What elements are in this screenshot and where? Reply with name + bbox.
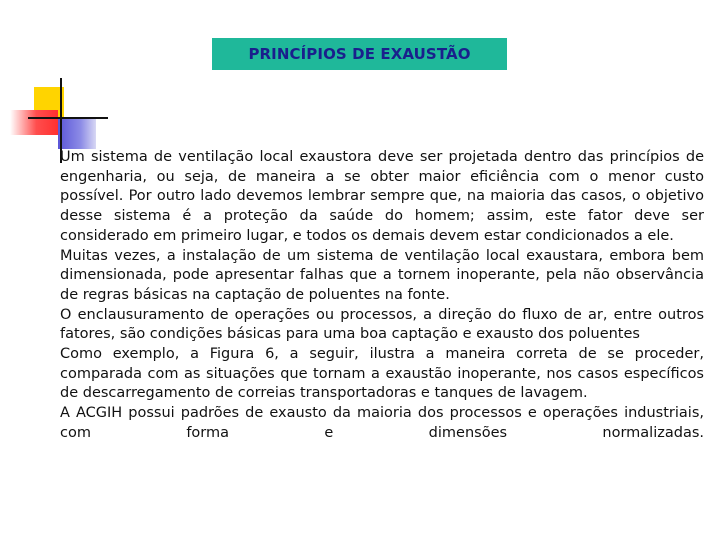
blue-square-decoration — [58, 117, 96, 149]
page-title: PRINCÍPIOS DE EXAUSTÃO — [248, 45, 471, 63]
horizontal-line-decoration — [28, 117, 108, 119]
red-square-decoration — [10, 110, 58, 135]
title-box — [212, 38, 507, 70]
body-text — [60, 148, 704, 444]
decorative-squares-graphic — [0, 0, 110, 170]
paragraph: Muitas vezes, a instalação de um sistema de ventilação local exaustara, embora bem dimensionada, pode apresentar falhas que a tornem inoperante, pela não observância de regras básicas na captação de poluentes na fonte. — [60, 247, 704, 303]
paragraph: Como exemplo, a Figura 6, a seguir, ilustra a maneira correta de se proceder, comparada com as situações que tornam a exaustão inoperante, nos casos específicos de descarregamento de correias transportadoras e tanques de lavagem. — [60, 346, 704, 402]
paragraph: Um sistema de ventilação local exaustora deve ser projetada dentro das princípios de engenharia, ou seja, de maneira a se obter maior eficiência com o menor custo possível. Por outro lado devemos lembrar sempre que, na maioria das casos, o objetivo desse sistema é a proteção da saúde do homem; assim, este fator deve ser considerado em primeiro lugar, e todos os demais devem estar condicionados a ele. — [60, 149, 704, 244]
paragraph: O enclausuramento de operações ou processos, a direção do fluxo de ar, entre outros fatores, são condições básicas para uma boa captação e exausto dos poluentes — [60, 306, 704, 343]
paragraph: A ACGIH possui padrões de exausto da maioria dos processos e operações industriais, com forma e dimensões normalizadas. — [60, 405, 704, 441]
